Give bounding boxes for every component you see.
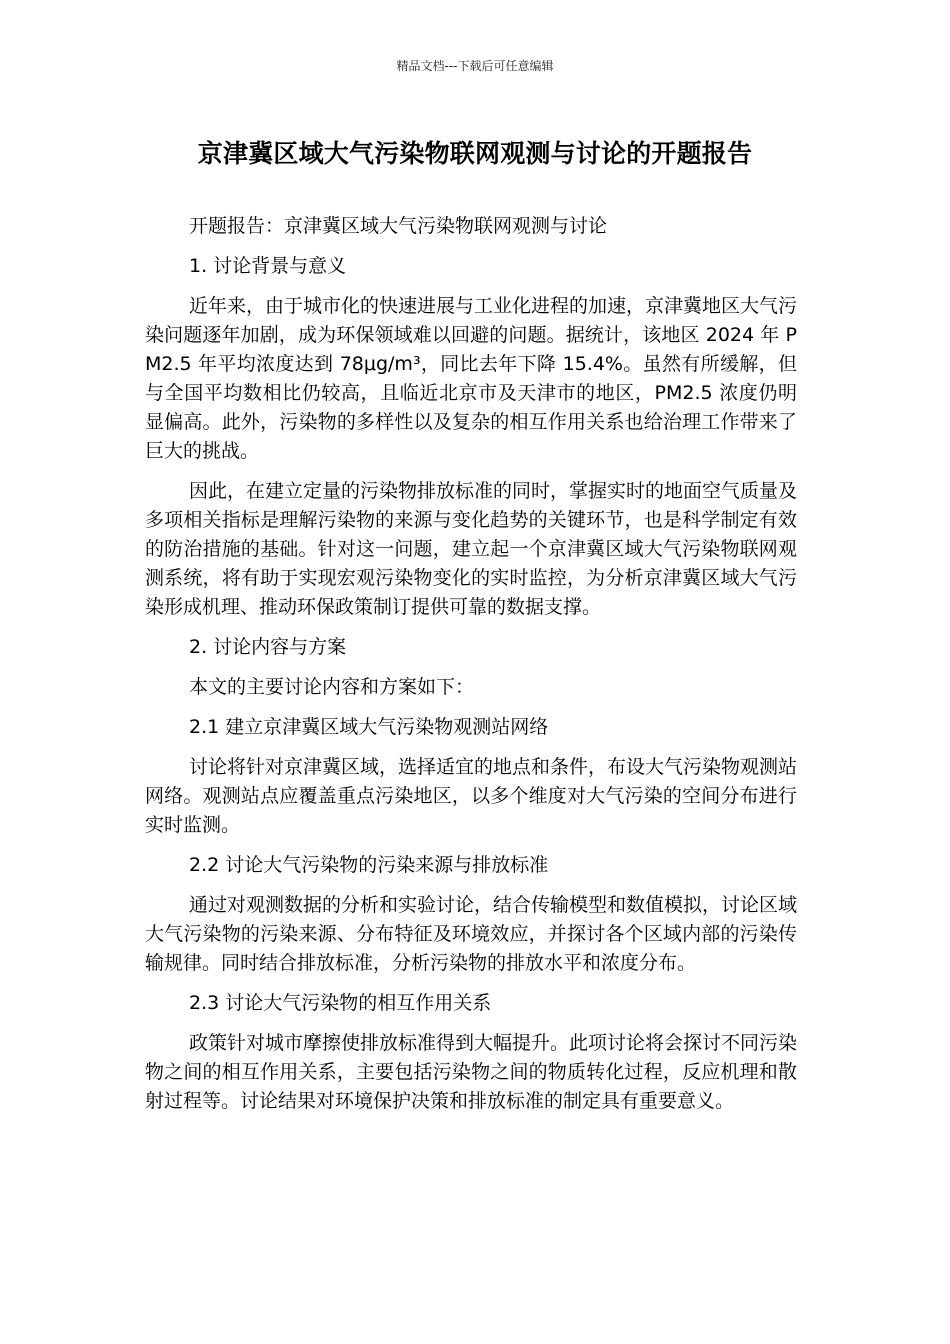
paragraph-significance: 因此，在建立定量的污染物排放标准的同时，掌握实时的地面空气质量及多项相关指标是理解污染物的来源与变化趋势的关键环节，也是科学制定有效的防治措施的基础。针对这一问题，建立起一个京津冀区域大气污染物联网观测系统，将有助于实现宏观污染物变化的实时监控，为分析京津冀区域大气污染形成机理、推动环保政策制订提供可靠的数据支撑。 — [145, 480, 798, 618]
section-heading-2: 2. 讨论内容与方案 — [189, 636, 347, 658]
paragraph-2-1: 讨论将针对京津冀区域，选择适宜的地点和条件，布设大气污染物观测站网络。观测站点应覆盖重点污染地区，以多个维度对大气污染的空间分布进行实时监测。 — [145, 756, 798, 836]
header-note: 精品文档---下载后可任意编辑 — [396, 59, 554, 73]
paragraph-2-2: 通过对观测数据的分析和实验讨论，结合传输模型和数值模拟，讨论区域大气污染物的污染来源、分布特征及环境效应，并探讨各个区域内部的污染传输规律。同时结合排放标准，分析污染物的排放水平和浓度分布。 — [145, 894, 798, 974]
document-body — [145, 212, 797, 1127]
section-intro: 本文的主要讨论内容和方案如下： — [189, 676, 475, 698]
subsection-heading-2-1: 2.1 建立京津冀区域大气污染物观测站网络 — [189, 716, 549, 738]
subsection-heading-2-2: 2.2 讨论大气污染物的污染来源与排放标准 — [189, 854, 549, 876]
paragraph-2-3: 政策针对城市摩擦使排放标准得到大幅提升。此项讨论将会探讨不同污染物之间的相互作用关系，主要包括污染物之间的物质转化过程，反应机理和散射过程等。讨论结果对环境保护决策和排放标准的制定具有重要意义。 — [145, 1032, 798, 1112]
subsection-heading-2-3: 2.3 讨论大气污染物的相互作用关系 — [189, 992, 492, 1014]
section-heading-1: 1. 讨论背景与意义 — [189, 255, 347, 277]
report-subtitle: 开题报告：京津冀区域大气污染物联网观测与讨论 — [189, 215, 608, 237]
paragraph-background: 近年来，由于城市化的快速进展与工业化进程的加速，京津冀地区大气污染问题逐年加剧，成为环保领域难以回避的问题。据统计，该地区 2024 年 PM2.5 年平均浓度达到 78μg/m³，同比去年下降 15.4%。虽然有所缓解，但与全国平均数相比仍较高，且临近北京市及天津市的地区，PM2.5 浓度仍明显偏高。此外，污染物的多样性以及复杂的相互作用关系也给治理工作带来了巨大的挑战。 — [145, 295, 798, 462]
document-title: 京津冀区域大气污染物联网观测与讨论的开题报告 — [197, 139, 753, 168]
